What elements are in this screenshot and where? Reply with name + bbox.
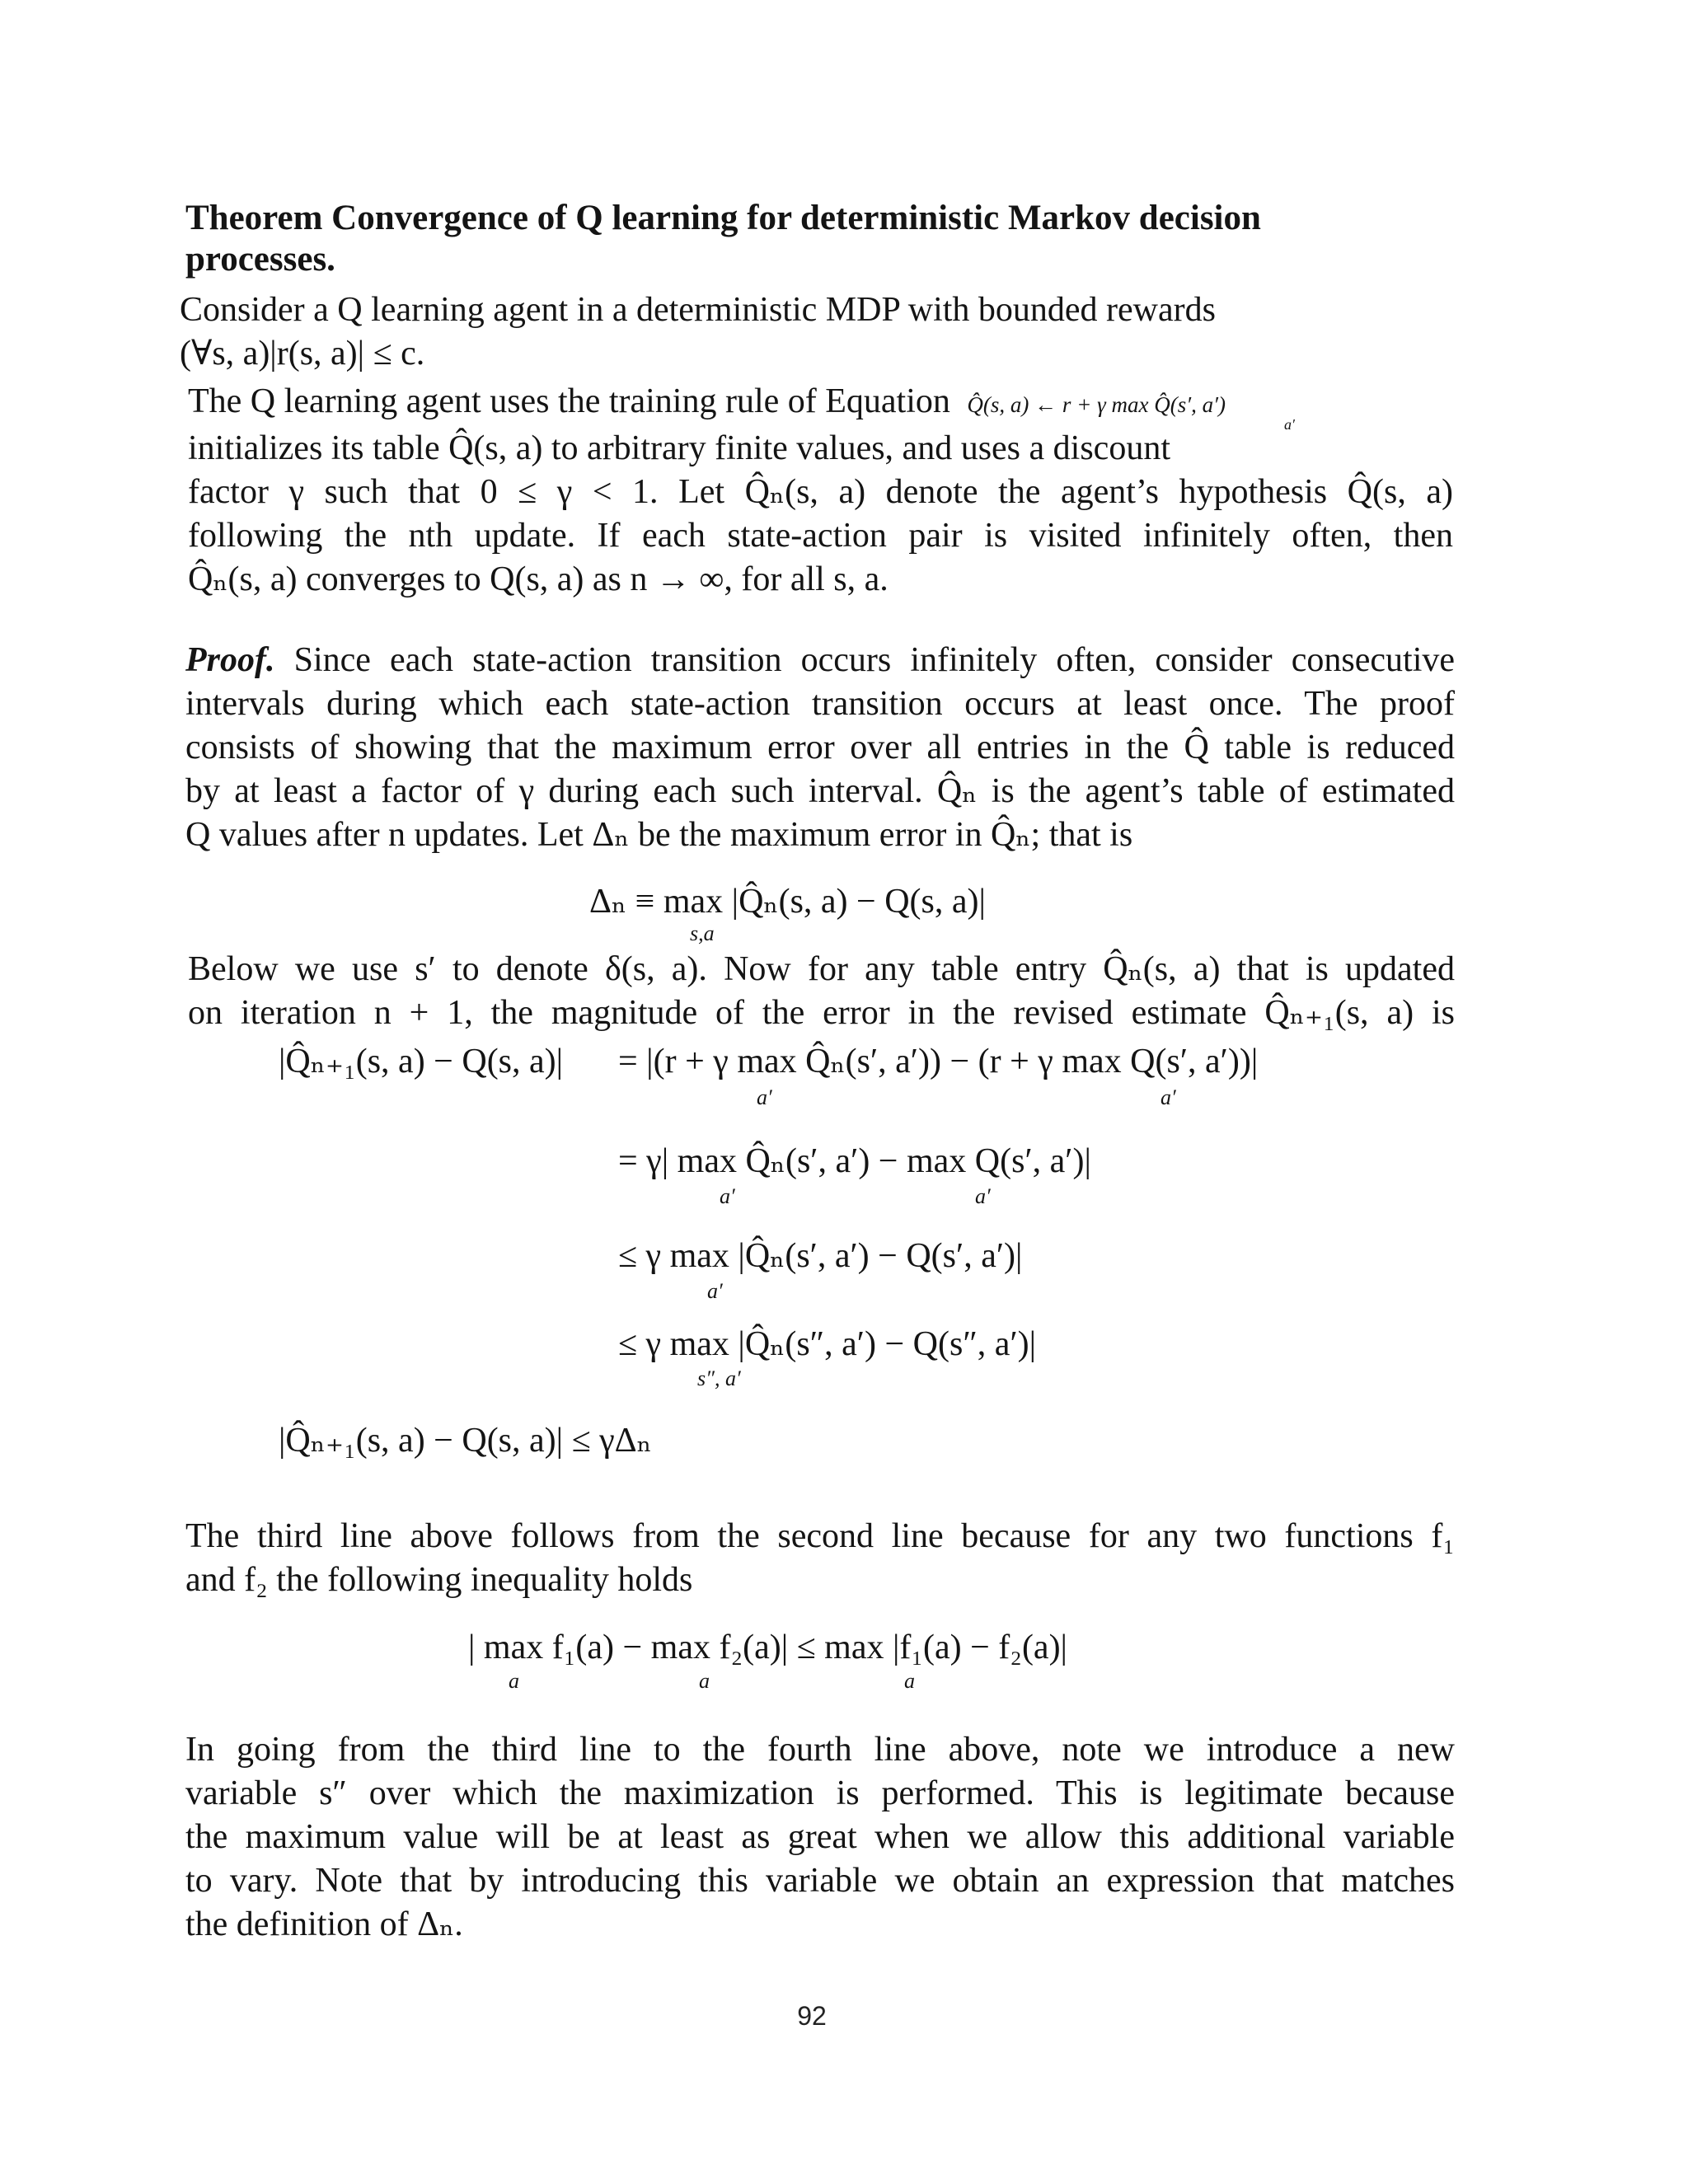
proof-line-3: consists of showing that the maximum error over all entries in the Q̂ table is reduced bbox=[185, 729, 1455, 766]
rule-line-5: Q̂ₙ(s, a) converges to Q(s, a) as n → ∞, for all s, a. bbox=[188, 560, 889, 598]
proof-paragraph-3 bbox=[185, 1515, 1455, 1602]
theorem-rule-paragraph bbox=[188, 380, 1453, 602]
theorem-title-line-2: processes. bbox=[185, 240, 335, 279]
statement-line-1: Consider a Q learning agent in a deterministic MDP with bounded rewards bbox=[180, 291, 1216, 329]
derivation-line-4: ≤ γ max |Q̂ₙ(s″, a′) − Q(s″, a′)| bbox=[618, 1325, 1037, 1363]
proof-paragraph-2 bbox=[188, 948, 1455, 1035]
derivation-line-4-sub: s″, a′ bbox=[697, 1366, 741, 1390]
proof-line-4: by at least a factor of γ during each such interval. Q̂ₙ is the agent’s table of estimated bbox=[185, 772, 1455, 810]
rule-line-4: following the nth update. If each state-action pair is visited infinitely often, then bbox=[188, 517, 1453, 555]
derivation-line-3: ≤ γ max |Q̂ₙ(s′, a′) − Q(s′, a′)| bbox=[618, 1237, 1023, 1275]
derivation-line-2-sub-a: a′ bbox=[720, 1184, 735, 1208]
page-number: 92 bbox=[797, 2001, 827, 2031]
para2-line-2: on iteration n + 1, the magnitude of the error in the revised estimate Q̂ₙ₊₁(s, a) is bbox=[188, 994, 1455, 1032]
derivation-line-2-sub-b: a′ bbox=[975, 1184, 991, 1208]
statement-line-2: (∀s, a)|r(s, a)| ≤ c. bbox=[180, 335, 425, 373]
derivation-lhs: |Q̂ₙ₊₁(s, a) − Q(s, a)| bbox=[279, 1043, 564, 1080]
proof-line-1: Since each state-action transition occurs infinitely often, consider consecutive bbox=[293, 641, 1455, 679]
delta-definition-subscript: s,a bbox=[690, 921, 715, 945]
derivation-line-2: = γ| max Q̂ₙ(s′, a′) − max Q(s′, a′)| bbox=[618, 1142, 1091, 1180]
max-inequality: | max f₁(a) − max f₂(a)| ≤ max |f₁(a) − f₂(a)| bbox=[468, 1629, 1067, 1666]
max-inequality-sub-a: a bbox=[509, 1669, 519, 1693]
derivation-line-1-sub-b: a′ bbox=[1160, 1085, 1176, 1109]
proof-label: Proof. bbox=[185, 641, 275, 679]
para4-line-3: the maximum value will be at least as great when we allow this additional variable bbox=[185, 1818, 1455, 1856]
proof-line-2: intervals during which each state-action transition occurs at least once. The proof bbox=[185, 685, 1455, 723]
max-inequality-sub-c: a bbox=[904, 1669, 915, 1693]
derivation-line-1: = |(r + γ max Q̂ₙ(s′, a′)) − (r + γ max Q(s′, a′))| bbox=[618, 1043, 1259, 1080]
proof-line-5: Q values after n updates. Let Δₙ be the maximum error in Q̂ₙ; that is bbox=[185, 816, 1133, 854]
theorem-statement bbox=[180, 288, 1461, 376]
max-inequality-sub-b: a bbox=[699, 1669, 710, 1693]
rule-line-2: initializes its table Q̂(s, a) to arbitrary finite values, and uses a discount bbox=[188, 429, 1170, 467]
para4-line-2: variable s″ over which the maximization is performed. This is legitimate because bbox=[185, 1774, 1455, 1812]
theorem-label: Theorem bbox=[185, 199, 323, 237]
rule-equation-subscript: a′ bbox=[1284, 416, 1295, 433]
para4-line-5: the definition of Δₙ. bbox=[185, 1905, 463, 1943]
proof-paragraph-4 bbox=[185, 1728, 1455, 1947]
rule-line-1: The Q learning agent uses the training rule of Equation bbox=[188, 382, 950, 420]
para2-line-1: Below we use s′ to denote δ(s, a). Now for any table entry Q̂ₙ(s, a) that is updated bbox=[188, 950, 1455, 988]
para4-line-1: In going from the third line to the fourth line above, note we introduce a new bbox=[185, 1731, 1455, 1769]
derivation-line-3-sub: a′ bbox=[707, 1279, 723, 1303]
derivation-line-1-sub-a: a′ bbox=[757, 1085, 772, 1109]
para3-line-1: The third line above follows from the second line because for any two functions f₁ bbox=[185, 1517, 1455, 1555]
theorem-title-line-1: Convergence of Q learning for deterministic Markov decision bbox=[331, 199, 1261, 237]
rule-line-3: factor γ such that 0 ≤ γ < 1. Let Q̂ₙ(s, a) denote the agent’s hypothesis Q̂(s, a) bbox=[188, 473, 1453, 511]
para3-line-2: and f₂ the following inequality holds bbox=[185, 1561, 693, 1599]
derivation-conclusion: |Q̂ₙ₊₁(s, a) − Q(s, a)| ≤ γΔₙ bbox=[279, 1422, 652, 1460]
proof-paragraph-1 bbox=[185, 639, 1455, 857]
rule-equation: Q̂(s, a) ← r + γ max Q̂(s′, a′) bbox=[967, 392, 1226, 417]
theorem-heading bbox=[185, 198, 1467, 280]
delta-definition: Δₙ ≡ max |Q̂ₙ(s, a) − Q(s, a)| bbox=[589, 883, 986, 921]
para4-line-4: to vary. Note that by introducing this variable we obtain an expression that matches bbox=[185, 1862, 1455, 1900]
